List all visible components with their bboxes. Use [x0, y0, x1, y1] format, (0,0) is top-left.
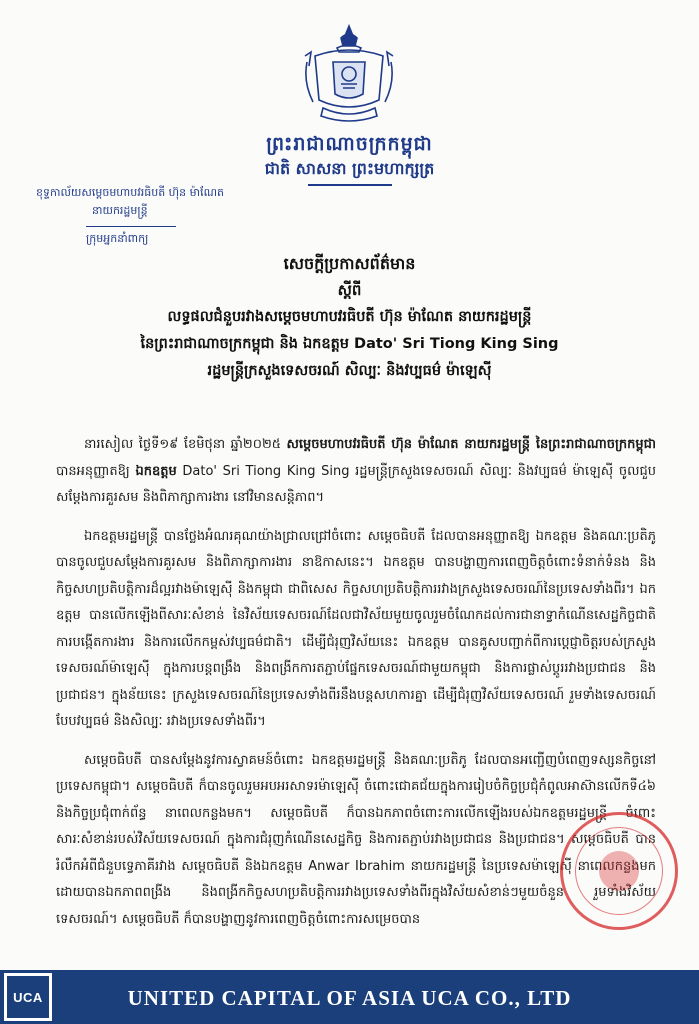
national-motto: ជាតិ សាសនា ព្រះមហាក្សត្រ	[264, 159, 435, 178]
title-subject-line-1: លទ្ធផលជំនួបរវាងសម្ដេចមហាបវរធិបតី ហ៊ុន ម៉ាណែត នាយករដ្ឋមន្ត្រី	[167, 309, 532, 325]
uca-logo-text: UCA	[7, 976, 49, 1018]
kingdom-name: ព្រះរាជាណាចក្រកម្ពុជា	[266, 133, 433, 155]
title-subject-line-3: រដ្ឋមន្ត្រីក្រសួងទេសចរណ៍ សិល្បៈ និងវប្បធម៌ ម៉ាឡេស៊ី	[207, 363, 492, 379]
issuing-office	[36, 184, 224, 220]
document-subtitle: ស្ដីពី	[337, 281, 362, 299]
footer-banner	[0, 970, 699, 1024]
paragraph-1	[56, 432, 656, 512]
office-unit: ក្រុមអ្នកនាំពាក្យ	[86, 232, 149, 245]
document-title: សេចក្ដីប្រកាសព័ត៌មាន	[283, 254, 416, 273]
office-divider	[86, 226, 176, 227]
office-line-2: នាយករដ្ឋមន្ត្រី	[92, 204, 148, 217]
company-name: UNITED CAPITAL OF ASIA UCA CO., LTD	[127, 986, 572, 1010]
p1-rest: Dato' Sri Tiong King Sing រដ្ឋមន្ត្រីក្រសួងទេសចរណ៍ សិល្បៈ និងវប្បធម៌ ម៉ាឡេស៊ី ចូលជួបសម្ដែងការគួរសម និងពិភាក្សាការងារ នៅវិមានសន្តិភាព។	[56, 463, 656, 505]
document-title-block	[0, 250, 699, 385]
motto-divider	[308, 184, 392, 189]
seal-emblem	[599, 851, 639, 891]
p1-excellency: ឯកឧត្តម	[135, 463, 177, 479]
paragraph-2: ឯកឧត្តមរដ្ឋមន្ត្រី បានថ្លែងអំណរគុណយ៉ាងជ្រាលជ្រៅចំពោះ សម្ដេចធិបតី ដែលបានអនុញ្ញាតឱ្យ ឯកឧត្តម និងគណៈប្រតិភូបានចូលជួបសម្ដែងការគួរសម និងពិភាក្សាការងារ នាឱកាសនេះ។ ឯកឧត្តម បានបង្ហាញការពេញចិត្តចំពោះទំនាក់ទំនង និងកិច្ចសហប្រតិបត្តិការដ៏ល្អរវាងម៉ាឡេស៊ី និងកម្ពុជា ជាពិសេស កិច្ចសហប្រតិបត្តិការរវាងក្រសួងទេសចរណ៍នៃប្រទេសទាំងពីរ។ ឯកឧត្តម បានលើកឡើងពីសារៈសំខាន់ នៃវិស័យទេសចរណ៍ដែលជាវិស័យមួយចូលរួមចំណែកដល់ការជានាទ្វាកំណើនសេដ្ឋកិច្ចជាតិ ការបង្កើតការងារ និងការលើកកម្ពស់វប្បធម៌ជាតិ។ ដើម្បីជំរុញវិស័យនេះ ឯកឧត្តម បានគូសបញ្ជាក់ពីការប្ដេជ្ញាចិត្តរបស់ក្រសួងទេសចរណ៍ម៉ាឡេស៊ី ក្នុងការបន្តពង្រឹង និងពង្រីកការតភ្ជាប់ផ្នែកទេសចរណ៍ជាមួយកម្ពុជា និងការផ្លាស់ប្ដូររវាងប្រជាជន និងប្រជាជន។ ក្នុងន័យនេះ ក្រសួងទេសចរណ៍នៃប្រទេសទាំងពីរនឹងបន្តសហការគ្នា ដើម្បីជំរុញវិស័យទេសចរណ៍ រួមទាំងទេសចរណ៍បែបវប្បធម៌ និងសិល្បៈ រវាងប្រទេសទាំងពីរ។	[56, 528, 656, 729]
paragraph-3: សម្ដេចធិបតី បានសម្ដែងនូវការស្វាគមន៍ចំពោះ ឯកឧត្តមរដ្ឋមន្ត្រី និងគណៈប្រតិភូ ដែលបានអញ្ជើញបំពេញទស្សនកិច្ចនៅប្រទេសកម្ពុជា។ សម្ដេចធិបតី ក៏បានចូលរួមអបអរសាទរម៉ាឡេស៊ី ចំពោះជោគជ័យក្នុងការរៀបចំកិច្ចប្រជុំកំពូលអាស៊ានលើកទី៤៦ និងកិច្ចប្រជុំពាក់ព័ន្ធ នាពេលកន្លងមក។ សម្ដេចធិបតី ក៏បានឯកភាពចំពោះការលើកឡើងរបស់ឯកឧត្តមរដ្ឋមន្ត្រី ចំពោះសារៈសំខាន់របស់វិស័យទេសចរណ៍ ក្នុងការជំរុញកំណើនសេដ្ឋកិច្ច និងការតភ្ជាប់រវាងប្រជាជន និងប្រជាជន។ សម្ដេចធិបតី បានរំលឹកអំពីជំនួបទ្វេភាគីរវាង សម្ដេចធិបតី និងឯកឧត្តម Anwar Ibrahim នាយករដ្ឋមន្ត្រី នៃប្រទេសម៉ាឡេស៊ី នាពេលកន្លងមក ដោយបានឯកភាពពង្រីង និងពង្រីកកិច្ចសហប្រតិបត្តិការរវាងប្រទេសទាំងពីរក្នុងវិស័យសំខាន់ៗមួយចំនួន រួមទាំងវិស័យទេសចរណ៍។ សម្ដេចធិបតី ក៏បានបង្ហាញនូវការពេញចិត្តចំពោះការសម្រេចបាន	[56, 752, 656, 927]
official-seal-stamp	[560, 812, 678, 930]
royal-coat-of-arms-icon	[293, 22, 405, 132]
p1-pm-name: សម្ដេចមហាបវរធិបតី ហ៊ុន ម៉ាណែត នាយករដ្ឋមន្ត្រី នៃព្រះរាជាណាចក្រកម្ពុជា	[286, 437, 656, 452]
office-line-1: ខុទ្ទកាល័យសម្ដេចមហាបវរធិបតី ហ៊ុន ម៉ាណែត	[36, 186, 224, 199]
title-subject-line-2: នៃព្រះរាជាណាចក្រកម្ពុជា និង ឯកឧត្តម Dato' Sri Tiong King Sing	[140, 336, 559, 352]
p1-text: បានអនុញ្ញាតឱ្យ	[56, 463, 136, 479]
p1-date: នារសៀល ថ្ងៃទី១៩ ខែមិថុនា ឆ្នាំ២០២៥	[84, 437, 287, 452]
